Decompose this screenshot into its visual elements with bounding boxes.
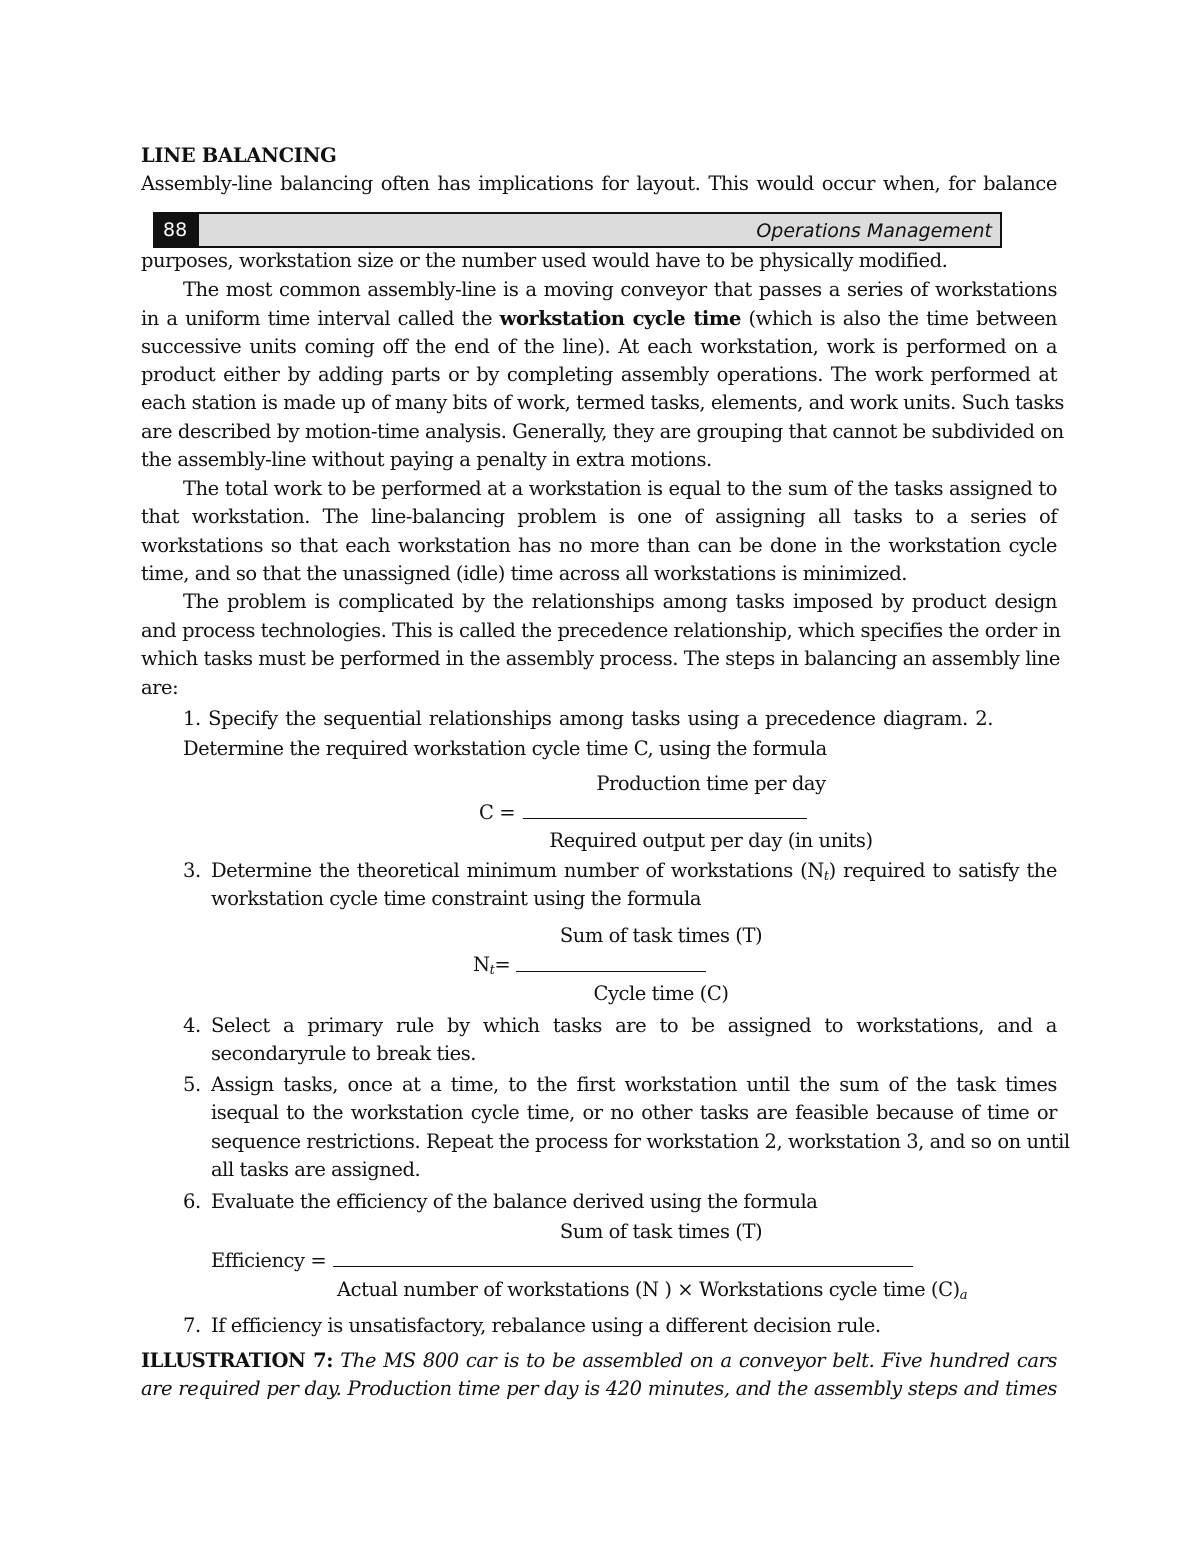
workstation-cycle-time-term: workstation cycle time (499, 307, 741, 330)
step-6-line-1: Evaluate the efficiency of the balance derived using the formula (211, 1190, 818, 1213)
step-6-number: 6. (183, 1190, 201, 1213)
page-header-bar (153, 212, 1002, 248)
step-5-line-3: sequence restrictions. Repeat the process for workstation 2, workstation 3, and so on until (211, 1130, 1070, 1153)
formula-2-denominator: Cycle time (C) (593, 982, 729, 1005)
p1-line-2-post: (which is also the time between (748, 307, 1057, 330)
step-5-line-1: Assign tasks, once at a time, to the first workstation until the sum of the task times (211, 1073, 1057, 1096)
p3-line-2: and process technologies. This is called the precedence relationship, which specifies the order in (141, 619, 1061, 642)
p1-line-4: product either by adding parts or by completing assembly operations. The work performed at (141, 363, 1057, 386)
p3-line-1: The problem is complicated by the relationships among tasks imposed by product design (183, 590, 1057, 613)
p2-line-2: that workstation. The line-balancing problem is one of assigning all tasks to a series of (141, 505, 1057, 528)
intro-line: Assembly-line balancing often has implications for layout. This would occur when, for balance (141, 172, 1057, 195)
p2-line-1: The total work to be performed at a workstation is equal to the sum of the tasks assigned to (183, 477, 1057, 500)
step-4-line-2: secondaryrule to break ties. (211, 1042, 477, 1065)
illustration-line-1 (141, 1347, 1057, 1375)
p2-line-4: time, and so that the unassigned (idle) time across all workstations is minimized. (141, 562, 907, 585)
formula-2-lhs-subscript: t (489, 963, 495, 978)
illustration-text-1: The MS 800 car is to be assembled on a conveyor belt. Five hundred cars (340, 1349, 1057, 1372)
formula-1-lhs: C = (479, 801, 516, 824)
book-title: Operations Management (756, 220, 992, 242)
section-heading: LINE BALANCING (141, 144, 337, 167)
p1-line-6: are described by motion-time analysis. Generally, they are grouping that cannot be subdivided on (141, 420, 1064, 443)
formula-3-fraction-bar (333, 1266, 913, 1267)
step-5-number: 5. (183, 1073, 201, 1096)
p1-line-1: The most common assembly-line is a moving conveyor that passes a series of workstations (183, 278, 1057, 301)
formula-2-lhs-equals: = (494, 953, 511, 976)
formula-2-numerator: Sum of task times (T) (559, 924, 763, 947)
formula-1-denominator: Required output per day (in units) (549, 829, 873, 852)
step-7-line-1: If efficiency is unsatisfactory, rebalance using a different decision rule. (211, 1314, 881, 1337)
step-4-number: 4. (183, 1014, 201, 1037)
intro-continued: purposes, workstation size or the number used would have to be physically modified. (141, 249, 948, 272)
formula-3-lhs: Efficiency = (211, 1249, 327, 1272)
formula-1-fraction-bar (523, 818, 807, 819)
p3-line-3: which tasks must be performed in the assembly process. The steps in balancing an assembly line (141, 647, 1061, 670)
p1-line-7: the assembly-line without paying a penalty in extra motions. (141, 448, 712, 471)
p2-line-3: workstations so that each workstation has no more than can be done in the workstation cycle (141, 534, 1057, 557)
p1-line-2 (141, 305, 1057, 333)
formula-3-denominator-text: Actual number of workstations (N ) × Workstations cycle time (C) (337, 1278, 960, 1301)
formula-3-numerator: Sum of task times (T) (559, 1220, 763, 1243)
step-1-line-1: 1. Specify the sequential relationships among tasks using a precedence diagram. 2. (183, 707, 993, 730)
p1-line-5: each station is made up of many bits of work, termed tasks, elements, and work units. Such tasks (141, 391, 1064, 414)
formula-3-denominator (337, 1276, 997, 1310)
step-1-line-2: Determine the required workstation cycle time C, using the formula (183, 737, 827, 760)
page-number: 88 (155, 214, 199, 246)
p3-line-4: are: (141, 676, 179, 699)
step-3-subscript: t (823, 869, 829, 884)
illustration-line-2: are required per day. Production time per day is 420 minutes, and the assembly steps and times (141, 1377, 1057, 1400)
formula-3-denominator-subscript: a (959, 1288, 968, 1303)
step-5-line-4: all tasks are assigned. (211, 1158, 421, 1181)
step-3-number: 3. (183, 859, 201, 882)
formula-1-numerator: Production time per day (596, 772, 826, 795)
step-3-line-2: workstation cycle time constraint using the formula (211, 887, 702, 910)
step-4-line-1: Select a primary rule by which tasks are to be assigned to workstations, and a (211, 1014, 1057, 1037)
step-5-line-2: isequal to the workstation cycle time, or no other tasks are feasible because of time or (211, 1101, 1057, 1124)
p1-line-2-pre: in a uniform time interval called the (141, 307, 493, 330)
illustration-label: ILLUSTRATION 7: (141, 1349, 334, 1372)
step-7-number: 7. (183, 1314, 201, 1337)
formula-2-fraction-bar (516, 971, 706, 972)
p1-line-3: successive units coming off the end of the line). At each workstation, work is performed on a (141, 335, 1057, 358)
step-3-line-1-post: ) required to satisfy the (828, 859, 1057, 882)
step-3-line-1-pre: Determine the theoretical minimum number of workstations (N (211, 859, 824, 882)
formula-2-lhs-n: N (473, 953, 490, 976)
